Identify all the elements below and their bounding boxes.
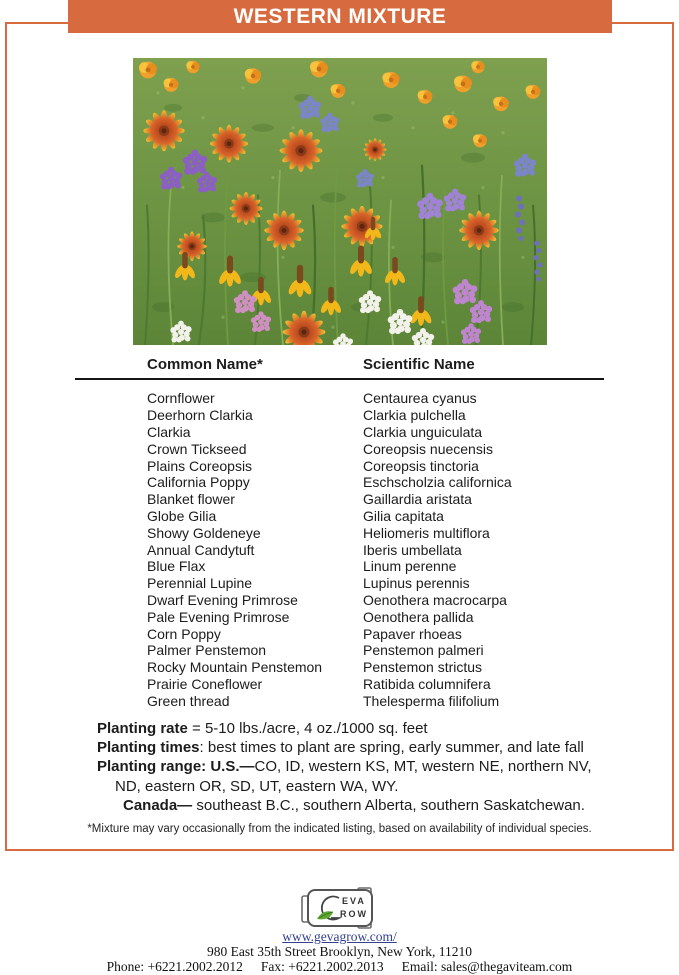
table-row xyxy=(147,524,607,541)
scientific-name: Ratibida columnifera xyxy=(363,675,491,692)
planting-info xyxy=(97,719,642,815)
scientific-name: Penstemon palmeri xyxy=(363,642,484,659)
scientific-name: Oenothera macrocarpa xyxy=(363,591,507,608)
website-link[interactable]: www.gevagrow.com/ xyxy=(282,929,397,944)
wildflower-meadow-illustration xyxy=(133,58,547,345)
planting-range-label: Planting range: xyxy=(97,758,211,776)
email-text: Email: sales@thegaviteam.com xyxy=(401,959,573,974)
common-name: Deerhorn Clarkia xyxy=(147,407,253,424)
common-name: Plains Coreopsis xyxy=(147,457,253,474)
common-name: Rocky Mountain Penstemon xyxy=(147,659,323,676)
scientific-name: Linum perenne xyxy=(363,558,457,575)
planting-times-value: : best times to plant are spring, early summer, and late fall xyxy=(199,739,584,757)
table-row xyxy=(147,642,607,659)
table-row xyxy=(147,659,607,676)
table-row xyxy=(147,575,607,592)
column-header-common-name: Common Name* xyxy=(147,356,263,373)
mixture-footnote: *Mixture may vary occasionally from the indicated listing, based on availability of individual species. xyxy=(87,823,592,835)
planting-times-line xyxy=(97,738,642,757)
wildflower-photo xyxy=(133,58,547,345)
common-name: Green thread xyxy=(147,692,230,709)
scientific-name: Gaillardia aristata xyxy=(363,491,472,508)
table-row xyxy=(147,390,607,407)
planting-rate-value: = 5-10 lbs./acre, 4 oz./1000 sq. feet xyxy=(187,720,428,737)
scientific-name: Clarkia pulchella xyxy=(363,407,466,424)
common-name: Corn Poppy xyxy=(147,625,221,642)
planting-range-us-continued: ND, eastern OR, SD, UT, eastern WA, WY. xyxy=(115,777,399,795)
address-line: 980 East 35th Street Brooklyn, New York, 11210 xyxy=(207,944,472,959)
scientific-name: Clarkia unguiculata xyxy=(363,423,483,440)
common-name: Perennial Lupine xyxy=(147,575,253,592)
contact-line xyxy=(0,959,679,975)
table-row xyxy=(147,474,607,491)
common-name: Annual Candytuft xyxy=(147,541,255,558)
scientific-name: Lupinus perennis xyxy=(363,575,470,592)
common-name: Pale Evening Primrose xyxy=(147,608,290,625)
table-row xyxy=(147,457,607,474)
logo-text-row: ROW xyxy=(340,909,368,919)
scientific-name: Penstemon strictus xyxy=(363,659,483,676)
table-row xyxy=(147,541,607,558)
table-row xyxy=(147,558,607,575)
scientific-name: Eschscholzia californica xyxy=(363,474,512,491)
scientific-name: Thelesperma filifolium xyxy=(363,692,500,709)
gevagrow-logo-graphic xyxy=(301,886,379,930)
planting-range-canada-label: Canada— xyxy=(123,796,193,814)
common-name: Palmer Penstemon xyxy=(147,642,267,659)
table-row xyxy=(147,508,607,525)
planting-times-label: Planting times xyxy=(97,739,200,757)
website-line xyxy=(0,929,679,945)
logo-text-eva: EVA xyxy=(342,896,366,906)
table-row xyxy=(147,676,607,693)
scientific-name: Iberis umbellata xyxy=(363,541,462,558)
common-name: Blue Flax xyxy=(147,558,206,575)
planting-range-canada-value: southeast B.C., southern Alberta, southern Saskatchewan. xyxy=(192,796,585,814)
common-name: Globe Gilia xyxy=(147,507,217,524)
common-name: Cornflower xyxy=(147,390,215,407)
table-header-rule xyxy=(75,378,604,380)
planting-rate-label: Planting rate xyxy=(97,720,188,737)
common-name: Showy Goldeneye xyxy=(147,524,261,541)
planting-range-us-value: CO, ID, western KS, MT, western NE, northern NV, xyxy=(254,758,592,776)
common-name: Dwarf Evening Primrose xyxy=(147,591,298,608)
species-table xyxy=(147,390,607,709)
table-row xyxy=(147,440,607,457)
scientific-name: Gilia capitata xyxy=(363,507,444,524)
common-name: Crown Tickseed xyxy=(147,440,247,457)
gevagrow-logo xyxy=(301,886,379,930)
phone-text: Phone: +6221.2002.2012 xyxy=(106,959,243,974)
scientific-name: Heliomeris multiflora xyxy=(363,524,490,541)
table-row xyxy=(147,592,607,609)
table-row xyxy=(147,625,607,642)
table-row xyxy=(147,491,607,508)
scientific-name: Papaver rhoeas xyxy=(363,625,462,642)
planting-range-canada-line xyxy=(97,796,642,815)
common-name: California Poppy xyxy=(147,474,250,491)
scientific-name: Coreopsis tinctoria xyxy=(363,457,479,474)
table-row xyxy=(147,692,607,709)
common-name: Clarkia xyxy=(147,423,191,440)
scientific-name: Centaurea cyanus xyxy=(363,390,477,407)
common-name: Blanket flower xyxy=(147,491,235,508)
table-row xyxy=(147,407,607,424)
page-title: WESTERN MIXTURE xyxy=(233,4,447,28)
table-row xyxy=(147,424,607,441)
column-header-scientific-name: Scientific Name xyxy=(363,356,475,373)
common-name: Prairie Coneflower xyxy=(147,675,263,692)
fax-text: Fax: +6221.2002.2013 xyxy=(260,959,384,974)
table-row xyxy=(147,608,607,625)
header-bar xyxy=(68,0,612,33)
planting-rate-line xyxy=(97,719,642,738)
scientific-name: Coreopsis nuecensis xyxy=(363,440,493,457)
planting-range-line xyxy=(97,757,642,776)
scientific-name: Oenothera pallida xyxy=(363,608,474,625)
planting-range-us-label: U.S.— xyxy=(210,758,255,776)
